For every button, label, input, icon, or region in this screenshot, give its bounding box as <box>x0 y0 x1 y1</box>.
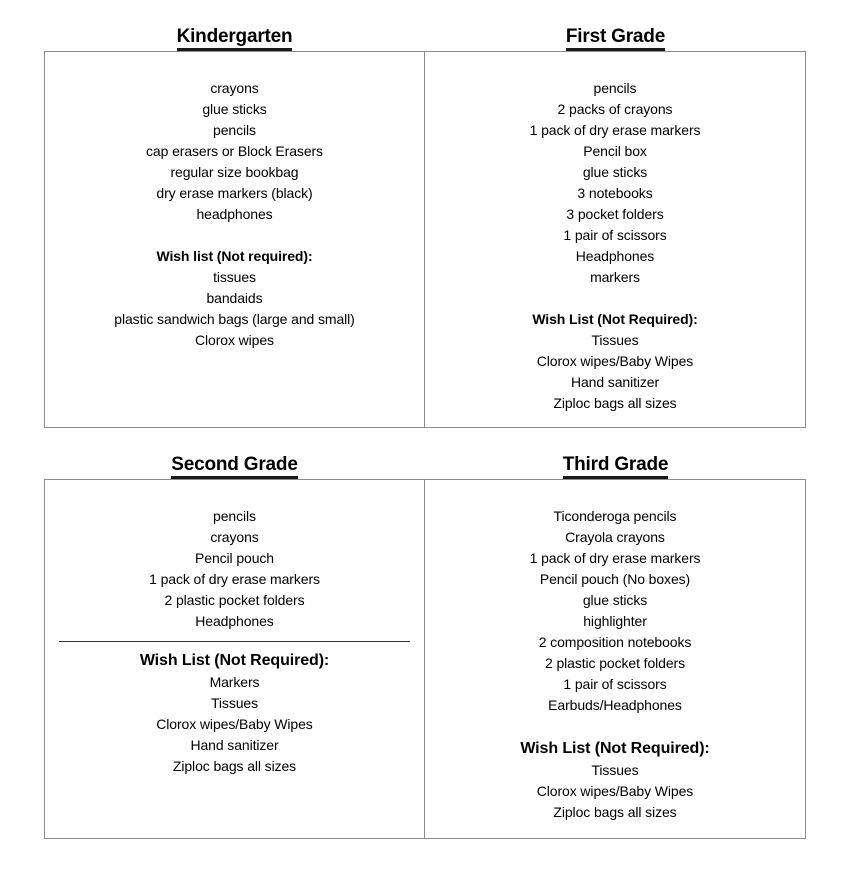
supply-item: Headphones <box>195 613 274 629</box>
supply-item: Tissues <box>210 695 258 711</box>
supply-list-box <box>425 51 806 428</box>
supply-item: Ticonderoga pencils <box>553 508 677 524</box>
supply-list-box <box>425 479 806 839</box>
supply-item: Ziploc bags all sizes <box>553 804 677 820</box>
heading-wrap <box>44 450 425 479</box>
grade-row-top <box>44 22 806 428</box>
supply-item: cap erasers or Block Erasers <box>146 143 323 159</box>
supply-item: Headphones <box>575 248 655 264</box>
supply-item: 1 pair of scissors <box>563 227 667 243</box>
supply-item: 1 pack of dry erase markers <box>149 571 320 587</box>
supply-item: crayons <box>210 529 259 545</box>
supply-item: pencils <box>593 80 637 96</box>
supply-item: plastic sandwich bags (large and small) <box>114 311 355 327</box>
row-gap <box>44 428 806 450</box>
heading-wrap <box>44 22 425 51</box>
supply-item: markers <box>590 269 640 285</box>
supply-item: pencils <box>213 508 256 524</box>
supply-item: Tissues <box>591 762 639 778</box>
supply-item: bandaids <box>206 290 263 306</box>
grade-row-bottom <box>44 450 806 839</box>
line-spacer <box>435 288 795 309</box>
supply-list-box <box>44 479 425 839</box>
supply-item: Clorox wipes/Baby Wipes <box>536 353 694 369</box>
supply-item: Clorox wipes <box>195 332 274 348</box>
supply-item: Pencil pouch <box>195 550 274 566</box>
supply-item: Hand sanitizer <box>190 737 279 753</box>
wish-list-heading: Wish List (Not Required): <box>520 740 710 757</box>
supply-item: crayons <box>210 80 259 96</box>
supply-item: Ziploc bags all sizes <box>172 758 297 774</box>
supply-item: headphones <box>196 206 273 222</box>
supply-item: glue sticks <box>582 164 648 180</box>
grade-section-second-grade <box>44 450 425 839</box>
line-spacer <box>55 225 414 246</box>
supply-item: 2 composition notebooks <box>538 634 692 650</box>
supply-item: pencils <box>213 122 256 138</box>
wish-list-heading: Wish list (Not required): <box>156 248 313 264</box>
supply-item: Ziploc bags all sizes <box>553 395 677 411</box>
section-divider <box>59 641 410 642</box>
supply-item: 2 plastic pocket folders <box>544 655 685 671</box>
supply-item: Tissues <box>591 332 639 348</box>
supply-item: glue sticks <box>202 101 267 117</box>
supply-item: dry erase markers (black) <box>156 185 313 201</box>
supply-item: 2 plastic pocket folders <box>164 592 305 608</box>
supply-item: 1 pair of scissors <box>563 676 667 692</box>
line-spacer <box>435 716 795 737</box>
supply-item: 1 pack of dry erase markers <box>529 122 701 138</box>
wish-list-heading: Wish List (Not Required): <box>139 652 330 669</box>
supply-item: Markers <box>209 674 260 690</box>
supply-item: Pencil pouch (No boxes) <box>539 571 691 587</box>
grade-section-first-grade <box>425 22 806 428</box>
grade-section-kindergarten <box>44 22 425 428</box>
grade-heading: Second Grade <box>171 455 297 479</box>
heading-wrap <box>425 22 806 51</box>
supply-item: Clorox wipes/Baby Wipes <box>156 716 313 732</box>
supply-item: glue sticks <box>582 592 648 608</box>
supply-item: 2 packs of crayons <box>557 101 673 117</box>
grade-heading: First Grade <box>566 27 665 51</box>
supply-item: 3 pocket folders <box>566 206 664 222</box>
supply-list-box <box>44 51 425 428</box>
supply-item: 1 pack of dry erase markers <box>529 550 701 566</box>
supply-item: 3 notebooks <box>577 185 653 201</box>
grade-grid <box>44 22 806 839</box>
supply-item: Clorox wipes/Baby Wipes <box>536 783 694 799</box>
grade-heading: Third Grade <box>563 455 668 479</box>
supply-item: Hand sanitizer <box>570 374 660 390</box>
grade-heading: Kindergarten <box>177 27 293 51</box>
supply-item: Crayola crayons <box>565 529 665 545</box>
supply-item: Pencil box <box>583 143 647 159</box>
heading-wrap <box>425 450 806 479</box>
wish-list-heading: Wish List (Not Required): <box>532 311 698 327</box>
supply-item: tissues <box>213 269 256 285</box>
supply-item: Earbuds/Headphones <box>548 697 682 713</box>
supply-item: regular size bookbag <box>170 164 299 180</box>
supply-item: highlighter <box>583 613 647 629</box>
grade-section-third-grade <box>425 450 806 839</box>
